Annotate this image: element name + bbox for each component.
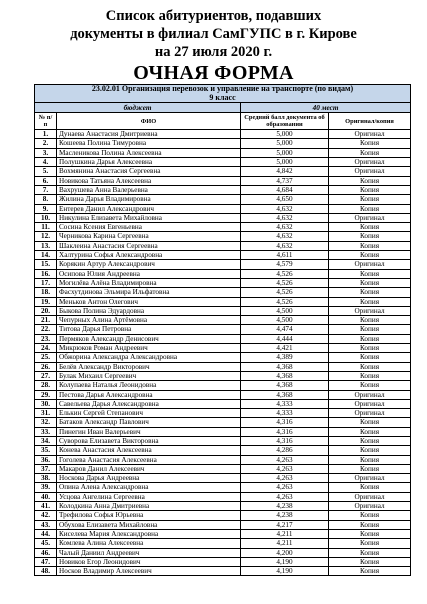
applicant-name: Пинегин Иван Валерьевич bbox=[57, 427, 241, 436]
applicant-name: Савельева Дарья Александровна bbox=[57, 399, 241, 408]
table-row bbox=[35, 297, 411, 306]
table-row bbox=[35, 325, 411, 334]
table-row bbox=[35, 418, 411, 427]
applicant-name: Осипова Юлия Андреевна bbox=[57, 269, 241, 278]
average-score: 4,368 bbox=[241, 381, 329, 390]
document-type: Копия bbox=[329, 567, 411, 576]
row-number: 41. bbox=[35, 502, 57, 511]
applicant-name: Могилёва Алёна Владимировна bbox=[57, 278, 241, 287]
row-number: 42. bbox=[35, 511, 57, 520]
average-score: 4,263 bbox=[241, 483, 329, 492]
applicant-name: Меньков Антон Олегович bbox=[57, 297, 241, 306]
table-row bbox=[35, 185, 411, 194]
average-score: 4,368 bbox=[241, 371, 329, 380]
applicant-name: Шаклеина Анастасия Сергеевна bbox=[57, 241, 241, 250]
document-type: Копия bbox=[329, 427, 411, 436]
row-number: 22. bbox=[35, 325, 57, 334]
table-row bbox=[35, 278, 411, 287]
table-row bbox=[35, 204, 411, 213]
document-type: Оригинал bbox=[329, 260, 411, 269]
document-type: Оригинал bbox=[329, 502, 411, 511]
row-number: 44. bbox=[35, 529, 57, 538]
table-row bbox=[35, 260, 411, 269]
row-number: 36. bbox=[35, 455, 57, 464]
document-type: Копия bbox=[329, 455, 411, 464]
table-row bbox=[35, 381, 411, 390]
document-type: Копия bbox=[329, 269, 411, 278]
average-score: 4,316 bbox=[241, 418, 329, 427]
applicant-name: Елькин Сергей Степанович bbox=[57, 409, 241, 418]
table-row bbox=[35, 213, 411, 222]
applicant-name: Колупаева Наталья Леонидовна bbox=[57, 381, 241, 390]
average-score: 4,333 bbox=[241, 409, 329, 418]
applicant-name: Жилина Дарья Владимировна bbox=[57, 195, 241, 204]
funding-header-row bbox=[35, 103, 411, 113]
row-number: 32. bbox=[35, 418, 57, 427]
table-row bbox=[35, 548, 411, 557]
row-number: 5. bbox=[35, 167, 57, 176]
column-header-orig: Оригинал/копия bbox=[329, 113, 411, 130]
column-header-row bbox=[35, 113, 411, 130]
average-score: 4,211 bbox=[241, 539, 329, 548]
table-row bbox=[35, 511, 411, 520]
document-type: Копия bbox=[329, 353, 411, 362]
table-row bbox=[35, 436, 411, 445]
table-row bbox=[35, 502, 411, 511]
average-score: 4,190 bbox=[241, 567, 329, 576]
applicant-name: Конева Анастасия Алексеевна bbox=[57, 446, 241, 455]
column-header-num: № п/п bbox=[35, 113, 57, 130]
average-score: 4,632 bbox=[241, 204, 329, 213]
table-row bbox=[35, 520, 411, 529]
average-score: 4,526 bbox=[241, 278, 329, 287]
row-number: 35. bbox=[35, 446, 57, 455]
document-type: Оригинал bbox=[329, 130, 411, 139]
table-row bbox=[35, 539, 411, 548]
row-number: 23. bbox=[35, 334, 57, 343]
row-number: 1. bbox=[35, 130, 57, 139]
average-score: 4,263 bbox=[241, 455, 329, 464]
row-number: 27. bbox=[35, 371, 57, 380]
document-type: Копия bbox=[329, 418, 411, 427]
applicants-table bbox=[34, 84, 411, 576]
table-row bbox=[35, 455, 411, 464]
average-score: 4,737 bbox=[241, 176, 329, 185]
average-score: 5,000 bbox=[241, 130, 329, 139]
applicant-name: Чалый Даниил Андреевич bbox=[57, 548, 241, 557]
table-row bbox=[35, 130, 411, 139]
document-type: Копия bbox=[329, 334, 411, 343]
average-score: 4,238 bbox=[241, 502, 329, 511]
row-number: 2. bbox=[35, 139, 57, 148]
row-number: 19. bbox=[35, 297, 57, 306]
document-type: Оригинал bbox=[329, 409, 411, 418]
document-type: Копия bbox=[329, 185, 411, 194]
document-type: Копия bbox=[329, 539, 411, 548]
average-score: 4,333 bbox=[241, 399, 329, 408]
document-type: Копия bbox=[329, 223, 411, 232]
applicant-name: Пестова Дарья Александровна bbox=[57, 390, 241, 399]
average-score: 4,368 bbox=[241, 362, 329, 371]
average-score: 4,579 bbox=[241, 260, 329, 269]
applicant-name: Фасхутдинова Эльмира Ильфатовна bbox=[57, 288, 241, 297]
applicant-name: Новикова Татьяна Алексеевна bbox=[57, 176, 241, 185]
average-score: 4,632 bbox=[241, 232, 329, 241]
table-row bbox=[35, 390, 411, 399]
applicant-name: Белёв Александр Викторович bbox=[57, 362, 241, 371]
document-type: Копия bbox=[329, 232, 411, 241]
budget-label: бюджет bbox=[35, 103, 241, 113]
row-number: 40. bbox=[35, 492, 57, 501]
average-score: 5,000 bbox=[241, 139, 329, 148]
document-type: Оригинал bbox=[329, 399, 411, 408]
applicant-name: Носков Владимир Алексеевич bbox=[57, 567, 241, 576]
row-number: 38. bbox=[35, 474, 57, 483]
row-number: 45. bbox=[35, 539, 57, 548]
row-number: 48. bbox=[35, 567, 57, 576]
document-type: Копия bbox=[329, 148, 411, 157]
row-number: 3. bbox=[35, 148, 57, 157]
average-score: 5,000 bbox=[241, 158, 329, 167]
row-number: 39. bbox=[35, 483, 57, 492]
average-score: 4,190 bbox=[241, 557, 329, 566]
applicant-name: Полушкина Дарья Алексеевна bbox=[57, 158, 241, 167]
document-type: Копия bbox=[329, 436, 411, 445]
applicant-name: Титова Дарья Петровна bbox=[57, 325, 241, 334]
specialty-header bbox=[35, 85, 411, 103]
row-number: 11. bbox=[35, 223, 57, 232]
average-score: 4,238 bbox=[241, 511, 329, 520]
table-row bbox=[35, 306, 411, 315]
table-row bbox=[35, 409, 411, 418]
applicant-name: Халтурина Софья Александровна bbox=[57, 251, 241, 260]
table-row bbox=[35, 139, 411, 148]
row-number: 15. bbox=[35, 260, 57, 269]
document-type: Копия bbox=[329, 325, 411, 334]
document-type: Копия bbox=[329, 529, 411, 538]
applicant-name: Трефилова Софья Юрьевна bbox=[57, 511, 241, 520]
document-type: Копия bbox=[329, 139, 411, 148]
applicant-name: Новиков Егор Леонидович bbox=[57, 557, 241, 566]
table-row bbox=[35, 251, 411, 260]
applicant-name: Ентерев Данил Александрович bbox=[57, 204, 241, 213]
applicant-name: Кошеева Полина Тимуровна bbox=[57, 139, 241, 148]
average-score: 4,286 bbox=[241, 446, 329, 455]
average-score: 4,632 bbox=[241, 213, 329, 222]
applicant-name: Масленикова Полина Алексеевна bbox=[57, 148, 241, 157]
table-row bbox=[35, 334, 411, 343]
table-row bbox=[35, 195, 411, 204]
table-row bbox=[35, 316, 411, 325]
row-number: 33. bbox=[35, 427, 57, 436]
row-number: 20. bbox=[35, 306, 57, 315]
applicant-name: Никулина Елизавета Михайловна bbox=[57, 213, 241, 222]
applicant-name: Корякин Артур Александрович bbox=[57, 260, 241, 269]
row-number: 29. bbox=[35, 390, 57, 399]
table-row bbox=[35, 399, 411, 408]
applicant-name: Быкова Полина Эдуардовна bbox=[57, 306, 241, 315]
average-score: 4,200 bbox=[241, 548, 329, 557]
row-number: 24. bbox=[35, 344, 57, 353]
document-type: Оригинал bbox=[329, 167, 411, 176]
average-score: 4,263 bbox=[241, 464, 329, 473]
applicant-name: Сосина Ксения Евгеньевна bbox=[57, 223, 241, 232]
average-score: 4,684 bbox=[241, 185, 329, 194]
applicant-name: Комлева Алина Алексеевна bbox=[57, 539, 241, 548]
table-row bbox=[35, 529, 411, 538]
table-row bbox=[35, 464, 411, 473]
row-number: 17. bbox=[35, 278, 57, 287]
average-score: 4,263 bbox=[241, 492, 329, 501]
table-row bbox=[35, 362, 411, 371]
table-row bbox=[35, 158, 411, 167]
applicant-name: Микрюков Роман Андреевич bbox=[57, 344, 241, 353]
applicant-name: Колодкина Анна Дмитриевна bbox=[57, 502, 241, 511]
applicant-name: Черникова Карина Сергеевна bbox=[57, 232, 241, 241]
document-type: Копия bbox=[329, 316, 411, 325]
table-row bbox=[35, 557, 411, 566]
document-type: Копия bbox=[329, 464, 411, 473]
row-number: 26. bbox=[35, 362, 57, 371]
document-type: Копия bbox=[329, 483, 411, 492]
average-score: 4,500 bbox=[241, 316, 329, 325]
row-number: 7. bbox=[35, 185, 57, 194]
table-row bbox=[35, 567, 411, 576]
column-header-name: ФИО bbox=[57, 113, 241, 130]
row-number: 25. bbox=[35, 353, 57, 362]
specialty-name: 23.02.01 Организация перевозок и управление на транспорте (по видам) bbox=[91, 84, 354, 93]
document-type: Копия bbox=[329, 520, 411, 529]
document-type: Копия bbox=[329, 278, 411, 287]
average-score: 4,650 bbox=[241, 195, 329, 204]
applicant-name: Суворова Елизавета Викторовна bbox=[57, 436, 241, 445]
row-number: 30. bbox=[35, 399, 57, 408]
table-row bbox=[35, 344, 411, 353]
row-number: 6. bbox=[35, 176, 57, 185]
row-number: 37. bbox=[35, 464, 57, 473]
column-header-score: Средний балл документа об образовании bbox=[241, 113, 329, 130]
row-number: 46. bbox=[35, 548, 57, 557]
places-label: 40 мест bbox=[241, 103, 411, 113]
average-score: 4,217 bbox=[241, 520, 329, 529]
applicant-name: Батаков Александр Павлович bbox=[57, 418, 241, 427]
document-type: Копия bbox=[329, 371, 411, 380]
document-type: Копия bbox=[329, 288, 411, 297]
average-score: 4,263 bbox=[241, 474, 329, 483]
applicant-name: Обжорина Александра Александровна bbox=[57, 353, 241, 362]
document-type: Копия bbox=[329, 195, 411, 204]
row-number: 43. bbox=[35, 520, 57, 529]
average-score: 5,000 bbox=[241, 148, 329, 157]
document-type: Копия bbox=[329, 557, 411, 566]
table-row bbox=[35, 492, 411, 501]
row-number: 21. bbox=[35, 316, 57, 325]
row-number: 14. bbox=[35, 251, 57, 260]
applicant-name: Чепурных Алина Артёмовна bbox=[57, 316, 241, 325]
average-score: 4,611 bbox=[241, 251, 329, 260]
row-number: 16. bbox=[35, 269, 57, 278]
average-score: 4,211 bbox=[241, 529, 329, 538]
table-row bbox=[35, 241, 411, 250]
table-row bbox=[35, 232, 411, 241]
table-row bbox=[35, 176, 411, 185]
average-score: 4,632 bbox=[241, 223, 329, 232]
document-type: Оригинал bbox=[329, 492, 411, 501]
specialty-grade: 9 класс bbox=[209, 92, 236, 102]
row-number: 8. bbox=[35, 195, 57, 204]
applicant-name: Носкова Дарья Андреевна bbox=[57, 474, 241, 483]
document-type: Копия bbox=[329, 204, 411, 213]
table-row bbox=[35, 353, 411, 362]
applicant-name: Макаров Данил Алексеевич bbox=[57, 464, 241, 473]
row-number: 13. bbox=[35, 241, 57, 250]
row-number: 18. bbox=[35, 288, 57, 297]
document-type: Копия bbox=[329, 297, 411, 306]
applicant-name: Усцова Ангелина Сергеевна bbox=[57, 492, 241, 501]
row-number: 47. bbox=[35, 557, 57, 566]
average-score: 4,474 bbox=[241, 325, 329, 334]
document-type: Копия bbox=[329, 548, 411, 557]
average-score: 4,444 bbox=[241, 334, 329, 343]
document-type: Копия bbox=[329, 344, 411, 353]
applicant-name: Киселева Мария Александровна bbox=[57, 529, 241, 538]
table-row bbox=[35, 148, 411, 157]
average-score: 4,500 bbox=[241, 306, 329, 315]
table-row bbox=[35, 223, 411, 232]
page-title-line-1: Список абитуриентов, подавших bbox=[105, 8, 322, 24]
document-type: Копия bbox=[329, 381, 411, 390]
row-number: 9. bbox=[35, 204, 57, 213]
applicant-name: Опина Алена Александровна bbox=[57, 483, 241, 492]
document-type: Оригинал bbox=[329, 213, 411, 222]
document-type: Оригинал bbox=[329, 474, 411, 483]
specialty-header-row bbox=[35, 85, 411, 103]
average-score: 4,526 bbox=[241, 269, 329, 278]
page-title-line-2: документы в филиал СамГУПС в г. Кирове bbox=[70, 26, 357, 42]
document-type: Оригинал bbox=[329, 306, 411, 315]
table-row bbox=[35, 483, 411, 492]
applicant-name: Булак Михаил Сергеевич bbox=[57, 371, 241, 380]
applicant-name: Пермяков Александр Денисович bbox=[57, 334, 241, 343]
table-row bbox=[35, 269, 411, 278]
table-row bbox=[35, 288, 411, 297]
average-score: 4,526 bbox=[241, 288, 329, 297]
table-row bbox=[35, 371, 411, 380]
row-number: 28. bbox=[35, 381, 57, 390]
applicant-name: Гоголева Анастасия Алексеевна bbox=[57, 455, 241, 464]
row-number: 4. bbox=[35, 158, 57, 167]
table-row bbox=[35, 446, 411, 455]
applicant-name: Вохмянина Анастасия Сергеевна bbox=[57, 167, 241, 176]
average-score: 4,632 bbox=[241, 241, 329, 250]
average-score: 4,316 bbox=[241, 436, 329, 445]
document-type: Оригинал bbox=[329, 158, 411, 167]
row-number: 34. bbox=[35, 436, 57, 445]
applicant-name: Дунаева Анастасия Дмитриевна bbox=[57, 130, 241, 139]
table-row bbox=[35, 474, 411, 483]
row-number: 10. bbox=[35, 213, 57, 222]
document-type: Копия bbox=[329, 446, 411, 455]
form-of-study-heading: ОЧНАЯ ФОРМА bbox=[133, 62, 294, 84]
document-type: Копия bbox=[329, 251, 411, 260]
table-row bbox=[35, 167, 411, 176]
average-score: 4,316 bbox=[241, 427, 329, 436]
table-row bbox=[35, 427, 411, 436]
average-score: 4,526 bbox=[241, 297, 329, 306]
applicant-name: Обухова Елизавета Михайловна bbox=[57, 520, 241, 529]
document-type: Копия bbox=[329, 362, 411, 371]
page-title-date: на 27 июля 2020 г. bbox=[154, 44, 273, 60]
average-score: 4,368 bbox=[241, 390, 329, 399]
average-score: 4,842 bbox=[241, 167, 329, 176]
document-type: Оригинал bbox=[329, 390, 411, 399]
document-type: Копия bbox=[329, 511, 411, 520]
applicant-name: Вахрушева Анна Валерьевна bbox=[57, 185, 241, 194]
document-type: Копия bbox=[329, 176, 411, 185]
row-number: 12. bbox=[35, 232, 57, 241]
row-number: 31. bbox=[35, 409, 57, 418]
document-type: Копия bbox=[329, 241, 411, 250]
average-score: 4,389 bbox=[241, 353, 329, 362]
average-score: 4,421 bbox=[241, 344, 329, 353]
